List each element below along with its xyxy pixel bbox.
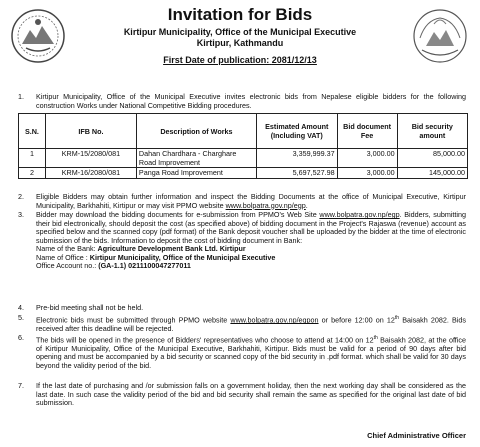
table-row: [19, 149, 468, 168]
cell-fee: 3,000.00: [337, 149, 397, 168]
cell-amount: 5,697,527.98: [256, 168, 337, 179]
para-6-number: 6.: [18, 333, 24, 342]
cell-amount: 3,359,999.37: [256, 149, 337, 168]
cell-sn: 1: [19, 149, 46, 168]
cell-ifb: KRM-16/2080/081: [45, 168, 136, 179]
table-header-row: [19, 114, 468, 149]
col-sn: S.N.: [19, 114, 46, 149]
cell-ifb: KRM-15/2080/081: [45, 149, 136, 168]
para-2-number: 2.: [18, 192, 24, 201]
cell-fee: 3,000.00: [337, 168, 397, 179]
office-name: Kirtipur Municipality, Office of the Municipal Executive: [123, 27, 357, 37]
table-row: [19, 168, 468, 179]
para-3-text: Bidder may download the bidding documents for e-submission from PPMO's Web Site www.bolpatra.gov.np/egp. Bidders, submitting their bid electronically, should deposit the cost (as specified above) of bidding document in the Project's Rajaswa (revenue) account as specified below and the scanned copy (pdf format) of the Bank deposit voucher shall be uploaded by the bidder at the time of electronic submission of the bids. Information to deposit the cost of bidding document in Bank: Name of the Bank: Agriculture Development Bank Ltd. Kirtipur Name of Office : Kirtipur Municipality, Office of the Municipal Executive Office Account no.: (GA-1.1) 0211100047277011: [36, 210, 466, 270]
col-security: Bid security amount: [397, 114, 467, 149]
cell-sn: 2: [19, 168, 46, 179]
office-location: Kirtipur, Kathmandu: [196, 38, 284, 48]
signature-title: Chief Administrative Officer: [367, 431, 466, 440]
para-5-number: 5.: [18, 313, 24, 322]
para-1-number: 1.: [18, 92, 24, 101]
col-ifb: IFB No.: [45, 114, 136, 149]
para-1-text: Kirtipur Municipality, Office of the Municipal Executive invites electronic bids from Nepalese eligible bidders for the following construction Works under National Competitive Bidding procedures.: [36, 92, 466, 110]
para-4-text: Pre-bid meeting shall not be held.: [36, 303, 144, 312]
para-3-number: 3.: [18, 210, 24, 219]
cell-security: 145,000.00: [397, 168, 467, 179]
para-4-number: 4.: [18, 303, 24, 312]
publication-date: First Date of publication: 2081/12/13: [163, 55, 317, 65]
para-7-number: 7.: [18, 381, 24, 390]
works-table: [18, 113, 468, 179]
para-6-text: The bids will be opened in the presence of Bidders' representatives who choose to attend at 14:00 on 12th Baisakh 2082, at the office of Kirtipur Municipality, Office of the Municipal Executive, Barkhahiti, Kirtipur. Bids must be valid for a period of 90 days after bid opening and must be accompanied by a bid security or scanned copy of the bid security in .pdf format. which shall be valid for 30 days beyond the validity period of the bid.: [36, 335, 466, 370]
cell-description: Dahan Chardhara - Charghare Road Improvement: [136, 149, 256, 168]
ppmo-link[interactable]: www.bolpatra.gov.np/egp: [225, 200, 306, 210]
para-5-text: Electronic bids must be submitted through PPMO website www.bolpatra.gov.np/egpon or before 12:00 on 12th Baisakh 2082. Bids received after this deadline will be rejected.: [36, 315, 466, 333]
cell-description: Panga Road Improvement: [136, 168, 256, 179]
col-fee: Bid document Fee: [337, 114, 397, 149]
col-amount: Estimated Amount (Including VAT): [256, 114, 337, 149]
notice-title: Invitation for Bids: [167, 5, 313, 24]
ppmo-link[interactable]: www.bolpatra.gov.np/egpon: [230, 315, 319, 325]
col-description: Description of Works: [136, 114, 256, 149]
para-7-text: If the last date of purchasing and /or submission falls on a government holiday, then the next working day shall be considered as the last date. In such case the validity period of the bid and bid security shall remain the same as specified for the original last date of bid submission.: [36, 381, 466, 407]
ppmo-link[interactable]: www.bolpatra.gov.np/egp: [319, 210, 400, 219]
cell-security: 85,000.00: [397, 149, 467, 168]
para-2-text: Eligible Bidders may obtain further information and inspect the Bidding Documents at the office of Municipal Executive, Kirtipur Municipality, Barkhahiti, Kirtipur or may visit PPMO website www.bolpatra.gov.np/egp.: [36, 192, 466, 210]
